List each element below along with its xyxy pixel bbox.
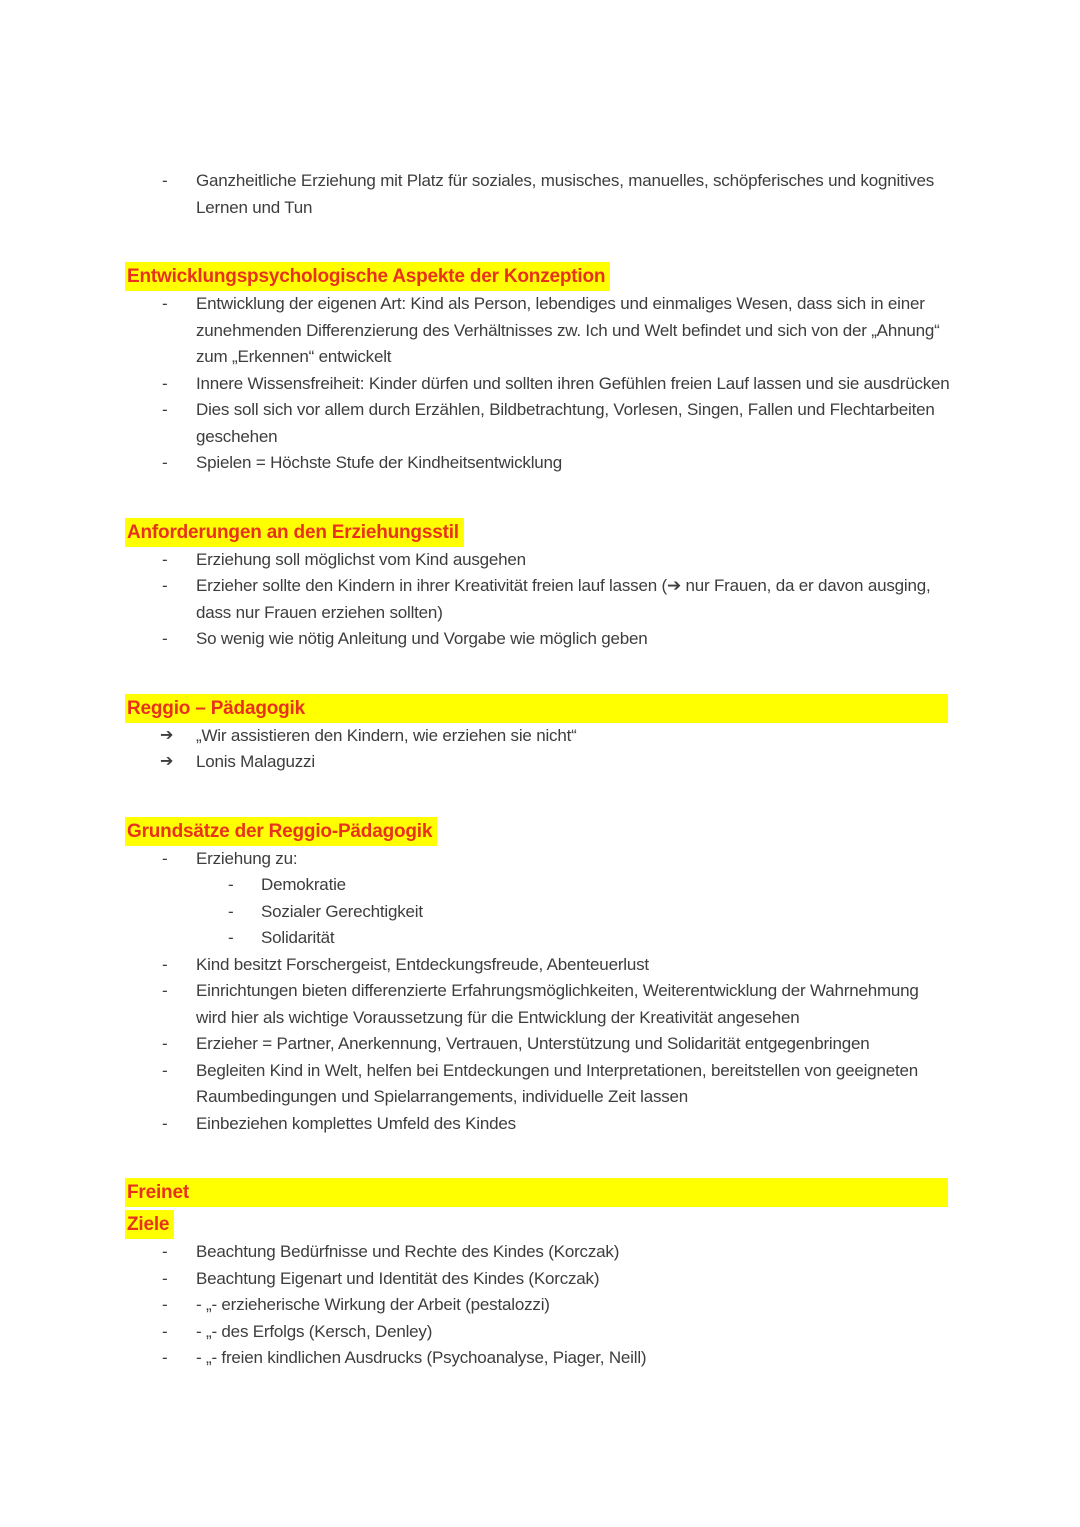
list-item (127, 1292, 950, 1319)
section (127, 694, 950, 776)
section-heading: Anforderungen an den Erziehungsstil (125, 518, 464, 547)
bullet-list (127, 291, 950, 477)
list-item (127, 1319, 950, 1346)
list-item-text: „Wir assistieren den Kindern, wie erziehen sie nicht“ (196, 725, 577, 745)
dash-bullet-icon: - (228, 901, 234, 921)
list-item (127, 925, 950, 952)
list-item-text: Beachtung Eigenart und Identität des Kindes (Korczak) (196, 1268, 600, 1288)
list-item (127, 397, 950, 450)
bullet-list (127, 723, 950, 776)
bullet-list (127, 547, 950, 653)
dash-bullet-icon: - (162, 453, 168, 472)
list-item-text: - „- des Erfolgs (Kersch, Denley) (196, 1321, 433, 1341)
list-item (127, 723, 950, 750)
list-item-text: Beachtung Bedürfnisse und Rechte des Kindes (Korczak) (196, 1242, 620, 1261)
list-item-text: Erziehung zu: (196, 848, 298, 868)
bullet-list (127, 846, 950, 1138)
dash-bullet-icon: - (162, 1321, 168, 1341)
list-item (127, 1239, 950, 1266)
bullet-list (127, 168, 950, 221)
list-item (127, 952, 950, 979)
bullet-list (127, 1239, 950, 1372)
list-item (127, 872, 950, 899)
dash-bullet-icon: - (162, 576, 168, 595)
list-item (127, 291, 950, 371)
list-item-text: Entwicklung der eigenen Art: Kind als Person, lebendiges und einmaliges Wesen, dass sich in einer zunehmenden Differenzierung des Verhältnisses zw. Ich und Welt befindet und sich von der „Ahnung“ zum „Erkennen“ entwickelt (196, 294, 940, 366)
list-item-text: Demokratie (261, 875, 346, 894)
dash-bullet-icon: - (162, 400, 168, 419)
list-item-text: Innere Wissensfreiheit: Kinder dürfen und sollten ihren Gefühlen freien Lauf lassen und sie ausdrücken (196, 373, 950, 393)
list-item-text: Ganzheitliche Erziehung mit Platz für soziales, musisches, manuelles, schöpferisches und kognitives Lernen und Tun (196, 171, 935, 217)
arrow-bullet-icon: ➔ (160, 753, 174, 770)
dash-bullet-icon: - (162, 1113, 168, 1133)
list-item-text: Solidarität (261, 928, 335, 947)
dash-bullet-icon: - (162, 1268, 168, 1288)
section (127, 168, 950, 221)
list-item (127, 1058, 950, 1111)
section (127, 518, 950, 653)
section-heading: Entwicklungspsychologische Aspekte der Konzeption (125, 262, 610, 291)
list-item-text: Lonis Malaguzzi (196, 752, 315, 771)
dash-bullet-icon: - (162, 171, 168, 190)
dash-bullet-icon: - (228, 928, 234, 947)
list-item-text: Sozialer Gerechtigkeit (261, 901, 423, 921)
section (127, 1178, 950, 1372)
dash-bullet-icon: - (162, 954, 168, 974)
arrow-bullet-icon: ➔ (160, 726, 174, 744)
section-heading: Ziele (125, 1210, 174, 1239)
list-item-text: Einrichtungen bieten differenzierte Erfahrungsmöglichkeiten, Weiterentwicklung der Wahrnehmung wird hier als wichtige Voraussetzung für die Entwicklung der Kreativität angesehen (196, 981, 919, 1027)
section (127, 817, 950, 1138)
dash-bullet-icon: - (162, 629, 168, 648)
list-item (127, 371, 950, 398)
section-heading: Grundsätze der Reggio-Pädagogik (125, 817, 437, 846)
list-item-text: Kind besitzt Forschergeist, Entdeckungsfreude, Abenteuerlust (196, 954, 649, 974)
dash-bullet-icon: - (162, 1348, 168, 1367)
list-item-text: Spielen = Höchste Stufe der Kindheitsentwicklung (196, 453, 563, 472)
list-item-text: - „- freien kindlichen Ausdrucks (Psychoanalyse, Piager, Neill) (196, 1348, 647, 1367)
list-item-text: Einbeziehen komplettes Umfeld des Kindes (196, 1113, 516, 1133)
list-item (127, 749, 950, 776)
list-item (127, 573, 950, 626)
list-item-text: - „- erzieherische Wirkung der Arbeit (pestalozzi) (196, 1295, 550, 1314)
dash-bullet-icon: - (162, 1295, 168, 1314)
list-item-text: Dies soll sich vor allem durch Erzählen, Bildbetrachtung, Vorlesen, Singen, Fallen und Flechtarbeiten geschehen (196, 400, 935, 446)
list-item (127, 626, 950, 653)
document-content (127, 168, 950, 1372)
list-item (127, 846, 950, 873)
dash-bullet-icon: - (162, 373, 168, 393)
dash-bullet-icon: - (228, 875, 234, 894)
dash-bullet-icon: - (162, 1034, 168, 1053)
list-item (127, 1345, 950, 1372)
list-item (127, 1266, 950, 1293)
dash-bullet-icon: - (162, 848, 168, 868)
list-item (127, 899, 950, 926)
list-item (127, 168, 950, 221)
list-item-text: Erzieher sollte den Kindern in ihrer Kreativität freien lauf lassen (➔ nur Frauen, da er davon ausging, dass nur Frauen erziehen sollten) (196, 576, 931, 622)
section-heading: Freinet (125, 1178, 948, 1207)
list-item (127, 1111, 950, 1138)
dash-bullet-icon: - (162, 1060, 168, 1080)
list-item-text: Begleiten Kind in Welt, helfen bei Entdeckungen und Interpretationen, bereitstellen von geeigneten Raumbedingungen und Spielarrangements, individuelle Zeit lassen (196, 1060, 919, 1106)
section (127, 262, 950, 477)
dash-bullet-icon: - (162, 981, 168, 1000)
dash-bullet-icon: - (162, 294, 168, 313)
list-item-text: Erzieher = Partner, Anerkennung, Vertrauen, Unterstützung und Solidarität entgegenbringen (196, 1034, 870, 1053)
section-heading: Reggio – Pädagogik (125, 694, 948, 723)
list-item (127, 547, 950, 574)
list-item (127, 450, 950, 477)
list-item-text: Erziehung soll möglichst vom Kind ausgehen (196, 549, 526, 569)
list-item (127, 978, 950, 1031)
list-item (127, 1031, 950, 1058)
dash-bullet-icon: - (162, 1242, 168, 1261)
list-item-text: So wenig wie nötig Anleitung und Vorgabe wie möglich geben (196, 629, 648, 648)
dash-bullet-icon: - (162, 549, 168, 569)
